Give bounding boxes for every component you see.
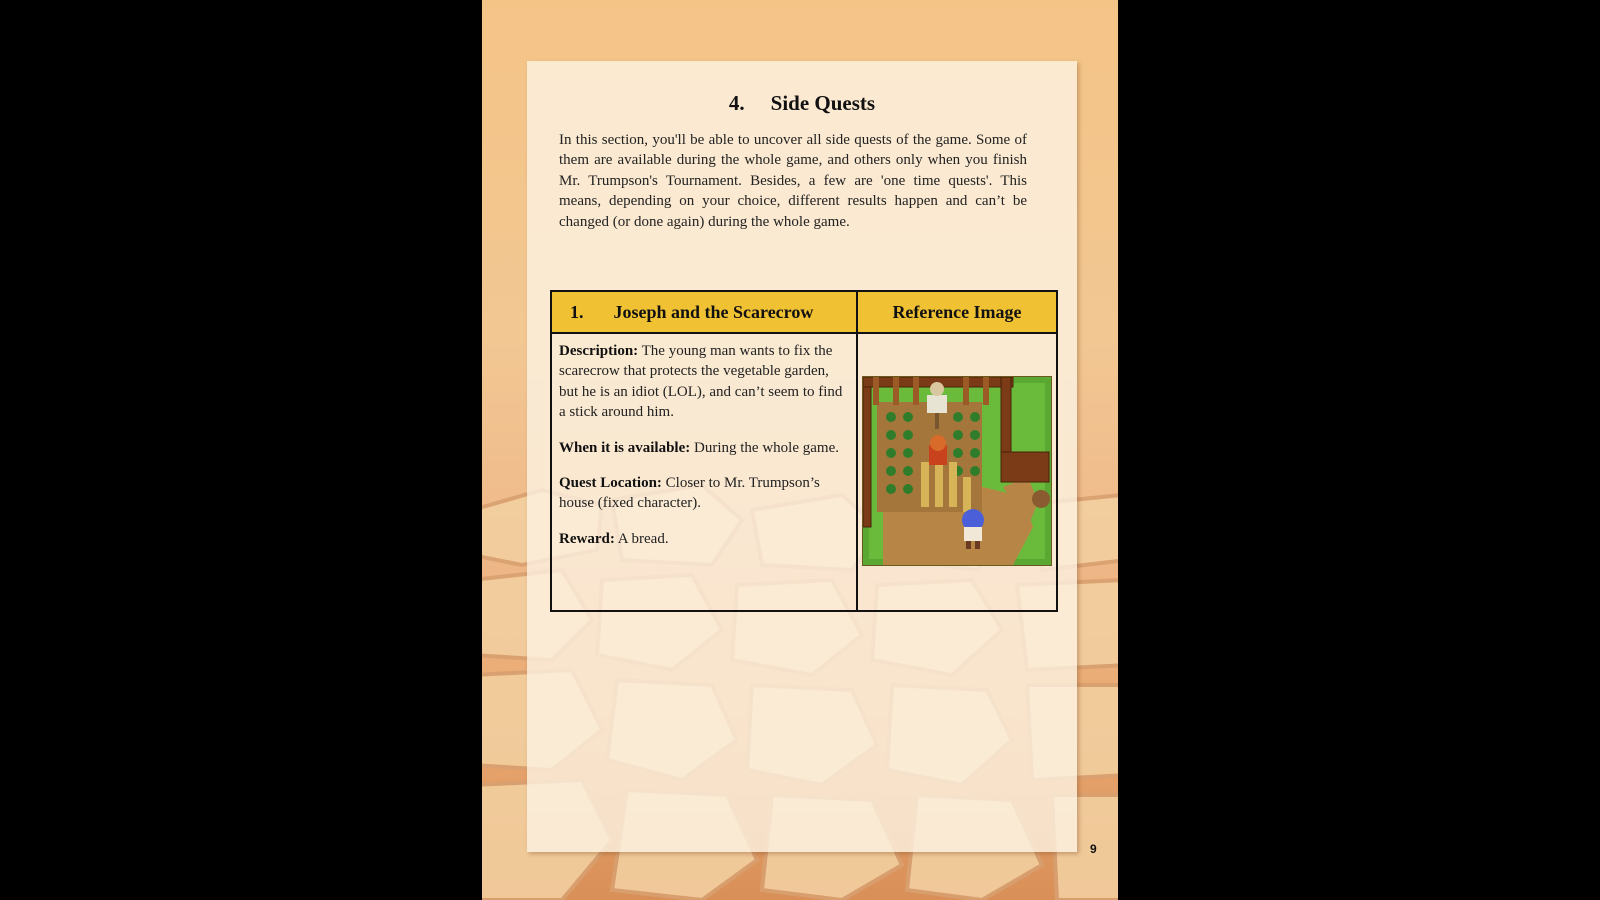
quest-title: Joseph and the Scarecrow (613, 301, 814, 322)
quest-availability (559, 438, 850, 458)
description-label: Description: (559, 343, 639, 359)
page-number: 9 (1090, 842, 1097, 856)
reference-image-cell (857, 333, 1057, 611)
quest-table-body-row (551, 333, 1057, 611)
availability-label: When it is available: (559, 439, 691, 456)
quest-reward (559, 529, 850, 549)
quest-description (559, 341, 850, 423)
reward-text: A bread. (617, 530, 669, 547)
quest-table-header-row (551, 291, 1057, 333)
description-text: The young man wants to fix the scarecrow that protects the vegetable garden, but he is an idiot (LOL), and can’t seem to find a stick around him. (559, 343, 843, 421)
quest-number: 1. (570, 301, 584, 322)
reference-image-header: Reference Image (857, 291, 1057, 333)
quest-info-cell (551, 333, 857, 611)
quest-table (550, 290, 1058, 612)
quest-title-header (551, 291, 857, 333)
location-label: Quest Location: (559, 475, 662, 492)
section-number: 4. (728, 91, 745, 115)
reference-image (862, 376, 1052, 566)
section-title (527, 91, 1077, 116)
quest-location (559, 473, 850, 514)
section-title-text: Side Quests (770, 91, 876, 115)
reward-label: Reward: (559, 530, 615, 547)
section-intro: In this section, you'll be able to uncover all side quests of the game. Some of them are available during the whole game, and others only when you finish Mr. Trumpson's Tournament. Besides, a few are 'one time quests'. This means, depending on your choice, different results happen and can’t be changed (or done again) during the whole game. (559, 132, 1027, 230)
availability-text: During the whole game. (694, 439, 839, 456)
location-text: Closer to Mr. Trumpson’s house (fixed character). (559, 475, 820, 512)
